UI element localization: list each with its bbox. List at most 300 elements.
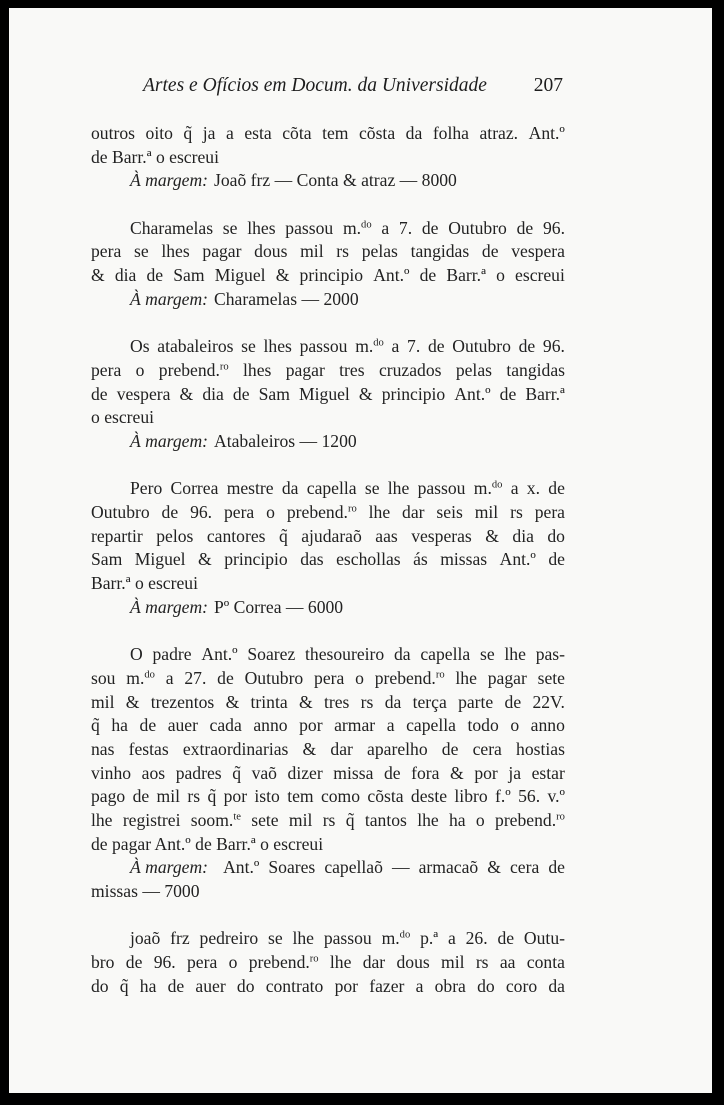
word: a: [386, 715, 395, 736]
word: de: [91, 383, 108, 404]
word: aa: [499, 952, 516, 973]
word: q̃: [278, 525, 288, 546]
word: rs: [475, 952, 489, 973]
word: do: [547, 525, 565, 546]
word: Barr.ª: [525, 383, 565, 404]
word: por: [299, 715, 323, 736]
word: pelas: [361, 241, 398, 262]
word: Miguel: [298, 383, 350, 404]
word: m.$^{do}$: [126, 667, 155, 688]
word: de: [518, 336, 536, 357]
margin-note: [91, 169, 565, 193]
word: conta: [526, 952, 565, 973]
word: ajudaraõ: [301, 525, 362, 546]
word: capella: [406, 715, 456, 736]
margin-note-word: &: [487, 857, 501, 878]
word: 26.: [465, 928, 488, 949]
word: prebend.$^{ro}$: [495, 809, 565, 830]
word: lhe: [504, 644, 526, 665]
word: escreui: [515, 265, 565, 286]
word: Pero: [130, 478, 163, 499]
margin-note-word: capellaõ: [324, 857, 383, 878]
word: a: [510, 478, 519, 499]
word: vespera: [116, 383, 171, 404]
word: 96.: [153, 952, 176, 973]
margin-note-label: À margem:: [130, 596, 209, 617]
word: Sam: [91, 549, 123, 570]
word: o: [475, 809, 485, 830]
word: da: [384, 691, 402, 712]
word: de: [167, 975, 185, 996]
word: sete: [251, 809, 279, 830]
word: se: [241, 336, 256, 357]
word: Ant.º: [201, 644, 238, 665]
word: Miguel: [214, 265, 266, 286]
word: registrei: [122, 809, 181, 830]
text-line: [91, 738, 565, 762]
text-line: [91, 714, 565, 738]
word: de: [427, 336, 445, 357]
word: de: [548, 549, 565, 570]
word: anno: [530, 715, 565, 736]
word: fazer: [369, 975, 405, 996]
margin-note-label: À margem:: [130, 170, 209, 191]
word: 96.: [190, 502, 213, 522]
word: q̃: [232, 762, 241, 783]
word: dizer: [287, 762, 323, 783]
word: principio: [299, 265, 364, 286]
margin-note-text: Atabaleiros — 1200: [214, 430, 357, 451]
word: mestre: [226, 478, 274, 499]
text-line: [91, 477, 565, 501]
word: trezentos: [150, 691, 215, 712]
word: vesperas: [411, 525, 472, 546]
word: de: [125, 952, 143, 973]
word: Os: [130, 336, 150, 357]
word: do: [91, 975, 109, 996]
margin-note: [91, 430, 565, 454]
word: aas: [375, 525, 398, 546]
word: q̃: [183, 123, 193, 143]
word: &: [225, 691, 240, 712]
text-line: [91, 217, 565, 241]
word: Charamelas: [130, 217, 214, 238]
word: principio: [381, 383, 446, 404]
word: lhe: [91, 809, 113, 830]
word: mil: [91, 691, 115, 712]
word: &: [275, 265, 290, 286]
word: Ant.º: [499, 549, 536, 570]
word: cada: [209, 715, 242, 736]
word: vespera: [511, 241, 565, 262]
word: joaõ: [130, 928, 161, 949]
word: de: [481, 241, 499, 262]
text-line: [91, 951, 565, 975]
word: Ant.º: [528, 123, 565, 143]
word: passou: [417, 478, 466, 499]
word: libro: [454, 786, 488, 807]
word: p.ª: [420, 928, 439, 949]
word: padre: [152, 644, 192, 665]
word: se: [267, 928, 283, 949]
word: se: [222, 217, 238, 238]
word: rs: [187, 786, 201, 807]
margin-note-label: À margem:: [130, 288, 209, 309]
word: ha: [139, 975, 157, 996]
word: &: [450, 762, 464, 783]
margin-note: [91, 596, 565, 620]
word: pelas: [455, 359, 492, 380]
word: pago: [91, 786, 126, 807]
text-line: [91, 667, 565, 691]
word: &: [91, 265, 105, 286]
word: Miguel: [134, 549, 186, 570]
word: &: [125, 691, 140, 712]
word: o: [135, 359, 145, 380]
word: da: [548, 975, 565, 996]
word: v.º: [547, 786, 565, 807]
word: ja: [202, 123, 216, 143]
word: mil: [300, 241, 324, 262]
page-number: 207: [533, 75, 563, 96]
word: 7.: [398, 217, 413, 238]
text-line: Barr.ª o escreui: [91, 573, 198, 594]
word: de: [383, 762, 401, 783]
word: o: [228, 952, 238, 973]
word: de: [504, 691, 522, 712]
text-line: de pagar Ant.º de Barr.ª o escreui: [91, 833, 324, 854]
word: o: [496, 265, 505, 286]
word: &: [302, 738, 317, 759]
word: anno: [253, 715, 288, 736]
word: ja: [508, 762, 522, 783]
word: festas: [128, 738, 169, 759]
word: do: [477, 975, 495, 996]
word: m.$^{do}$: [355, 336, 384, 357]
word: seis: [436, 502, 463, 522]
word: a: [381, 217, 390, 238]
word: dia: [512, 525, 534, 546]
text-line: [91, 691, 565, 715]
word: de: [499, 383, 517, 404]
word: lhe: [329, 952, 352, 973]
word: bro: [91, 952, 115, 973]
word: atabaleiros: [157, 336, 234, 357]
word: lhes: [161, 241, 190, 262]
margin-note-text: Charamelas — 2000: [214, 288, 359, 309]
word: Sam: [173, 265, 205, 286]
word: m.$^{do}$: [342, 217, 372, 238]
word: tem: [322, 123, 349, 143]
word: hostias: [516, 738, 565, 759]
word: q̃: [91, 715, 100, 736]
word: auer: [167, 715, 198, 736]
word: vaõ: [251, 762, 277, 783]
word: sou: [91, 667, 116, 688]
word: lhe: [368, 502, 391, 522]
text-line: [91, 122, 565, 146]
word: sete: [537, 667, 565, 688]
word: missa: [333, 762, 374, 783]
word: m.$^{do}$: [381, 928, 411, 949]
text-line: [91, 264, 565, 288]
word: 56.: [518, 786, 541, 807]
text-line: missas — 7000: [91, 881, 200, 901]
word: rs: [336, 241, 350, 262]
word: tres: [339, 359, 365, 380]
word: rs: [360, 691, 374, 712]
running-title: Artes e Ofícios em Docum. da Universidade: [143, 75, 487, 96]
word: dia: [114, 265, 137, 286]
margin-note-word: de: [548, 857, 565, 878]
word: dar: [402, 502, 425, 522]
word: lhes: [243, 359, 272, 380]
word: terça: [412, 691, 447, 712]
margin-note-label: À margem:: [130, 430, 209, 451]
word: pedreiro: [199, 928, 259, 949]
word: thesoureiro: [305, 644, 385, 665]
word: 22V.: [532, 691, 565, 712]
margin-note-text: Joaõ frz — Conta & atraz — 8000: [214, 170, 457, 191]
text-line: [91, 643, 565, 667]
word: pera: [187, 952, 218, 973]
word: capella: [306, 478, 357, 499]
word: do: [236, 975, 255, 996]
margin-note-label: À margem:: [130, 857, 209, 878]
margin-note-word: cera: [509, 857, 540, 878]
word: de: [548, 478, 565, 499]
word: trinta: [250, 691, 288, 712]
running-header: [143, 75, 563, 105]
word: Soarez: [247, 644, 296, 665]
word: rs: [322, 809, 336, 830]
word: cruzados: [378, 359, 442, 380]
word: prebend.$^{ro}$: [374, 667, 445, 688]
word: das: [300, 549, 324, 570]
word: frz: [170, 928, 190, 949]
text-line: [91, 809, 565, 833]
word: tres: [323, 691, 350, 712]
word: pera: [223, 502, 255, 522]
word: dous: [254, 241, 288, 262]
word: aparelho: [367, 738, 428, 759]
text-line: de Barr.ª o escreui: [91, 146, 219, 167]
text-line: [91, 927, 565, 951]
word: pera: [91, 359, 122, 380]
word: O: [130, 644, 143, 665]
word: de: [161, 502, 179, 522]
word: 96.: [542, 217, 565, 238]
word: q̃: [119, 975, 129, 996]
text-line: [91, 548, 565, 572]
word: parte: [458, 691, 494, 712]
word: coro: [505, 975, 538, 996]
word: de: [217, 667, 234, 688]
word: lhes: [263, 336, 292, 357]
word: 27.: [184, 667, 207, 688]
word: dia: [202, 383, 224, 404]
word: f.º: [495, 786, 511, 807]
word: de: [516, 217, 534, 238]
word: outros: [91, 123, 135, 143]
word: a: [391, 336, 400, 357]
word: pera: [91, 241, 122, 262]
word: q̃: [345, 809, 355, 830]
word: passou: [285, 217, 334, 238]
word: de: [139, 715, 157, 736]
word: Outubro: [91, 502, 150, 522]
word: Ant.º: [373, 265, 410, 286]
word: cõta: [282, 123, 312, 143]
margin-note-word: —: [391, 857, 410, 878]
word: &: [179, 383, 194, 404]
word: prebend.$^{ro}$: [158, 359, 229, 380]
word: de: [146, 265, 164, 286]
word: a: [225, 123, 234, 143]
word: deste: [410, 786, 448, 807]
word: mil: [474, 502, 499, 522]
word: atraz.: [479, 123, 519, 143]
word: Sam: [258, 383, 290, 404]
word: tantos: [364, 809, 407, 830]
word: lhe: [417, 809, 439, 830]
word: mil: [156, 786, 180, 807]
word: cõsta: [358, 123, 396, 143]
word: a: [447, 928, 456, 949]
word: o: [510, 715, 520, 736]
word: pelos: [156, 525, 194, 546]
word: pera: [314, 667, 345, 688]
word: cantores: [206, 525, 266, 546]
word: da: [405, 123, 423, 143]
word: nas: [91, 738, 115, 759]
word: folha: [432, 123, 469, 143]
word: a: [165, 667, 174, 688]
word: repartir: [91, 525, 143, 546]
word: lhe: [455, 667, 477, 688]
word: armar: [334, 715, 376, 736]
word: a: [415, 975, 424, 996]
word: q̃: [207, 786, 217, 807]
word: &: [358, 383, 373, 404]
word: obra: [434, 975, 466, 996]
word: extraordinarias: [182, 738, 289, 759]
word: pera: [534, 502, 565, 522]
margin-note-text: Pº Correa — 6000: [214, 596, 344, 617]
word: lhes: [247, 217, 276, 238]
word: tem: [287, 786, 314, 807]
word: pagar: [487, 667, 527, 688]
word: mil: [441, 952, 465, 973]
word: por: [223, 786, 248, 807]
word: passou: [323, 928, 372, 949]
margin-note-word: armacaõ: [418, 857, 479, 878]
word: Correa: [170, 478, 219, 499]
word: eschollas: [336, 549, 401, 570]
word: pagar: [285, 359, 325, 380]
word: passou: [299, 336, 348, 357]
word: ás: [413, 549, 428, 570]
word: lhe: [387, 478, 410, 499]
word: Outubro: [452, 336, 511, 357]
word: dous: [396, 952, 430, 973]
word: fora: [411, 762, 440, 783]
word: de: [497, 928, 515, 949]
word: principio: [224, 549, 288, 570]
word: prebend.$^{ro}$: [286, 502, 357, 522]
margin-note-word: Ant.º: [223, 857, 260, 878]
word: dar: [362, 952, 386, 973]
word: oito: [145, 123, 173, 143]
text-line: [91, 762, 565, 786]
word: Barr.ª: [446, 265, 486, 286]
word: de: [441, 738, 459, 759]
word: prebend.$^{ro}$: [248, 952, 319, 973]
word: por: [334, 975, 359, 996]
word: &: [485, 525, 499, 546]
word: missas: [440, 549, 488, 570]
word: soom.$^{te}$: [190, 809, 241, 830]
text-line: [91, 383, 565, 407]
text-line: [91, 785, 565, 809]
word: aos: [141, 762, 166, 783]
document-body: [91, 122, 565, 998]
word: de: [419, 265, 437, 286]
word: de: [132, 786, 150, 807]
word: se: [133, 241, 149, 262]
word: tangidas: [506, 359, 565, 380]
word: dar: [330, 738, 353, 759]
word: da: [281, 478, 299, 499]
word: contrato: [265, 975, 324, 996]
word: padres: [175, 762, 222, 783]
word: se: [364, 478, 380, 499]
word: ha: [449, 809, 466, 830]
word: Ant.º: [454, 383, 491, 404]
word: todo: [467, 715, 499, 736]
text-line: [91, 501, 565, 525]
word: Outubro: [244, 667, 304, 688]
word: cõsta: [367, 786, 404, 807]
text-line: [91, 240, 565, 264]
margin-note-word: Soares: [268, 857, 316, 878]
text-line: [91, 359, 565, 383]
word: m.$^{do}$: [473, 478, 503, 499]
word: estar: [531, 762, 565, 783]
word: esta: [244, 123, 272, 143]
word: tangidas: [410, 241, 470, 262]
word: capella: [420, 644, 471, 665]
margin-note: [91, 288, 565, 312]
word: como: [320, 786, 361, 807]
word: &: [198, 549, 212, 570]
word: por: [474, 762, 498, 783]
word: pagar: [202, 241, 242, 262]
word: isto: [254, 786, 280, 807]
word: de: [232, 383, 250, 404]
word: mil: [288, 809, 313, 830]
text-line: o escreui: [91, 407, 155, 428]
word: de: [421, 217, 439, 238]
word: Outubro: [448, 217, 507, 238]
word: rs: [510, 502, 523, 522]
word: cera: [472, 738, 502, 759]
word: 7.: [407, 336, 421, 357]
word: auer: [195, 975, 226, 996]
word: 96.: [542, 336, 565, 357]
text-line: [91, 525, 565, 549]
word: &: [298, 691, 313, 712]
